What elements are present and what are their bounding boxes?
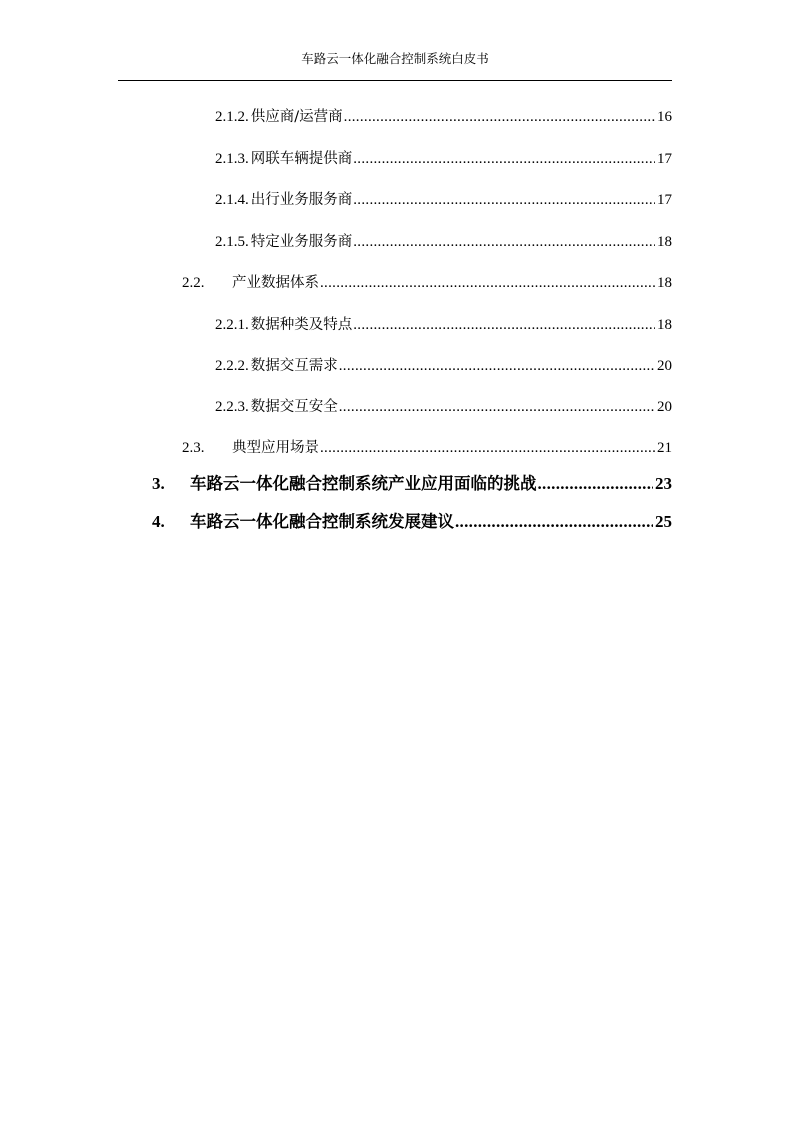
dot-leader bbox=[353, 189, 655, 211]
dot-leader bbox=[538, 471, 654, 497]
toc-entry-number: 4. bbox=[152, 512, 165, 531]
toc-entry-page: 18 bbox=[657, 275, 672, 291]
toc-entry-title: 产业数据体系 bbox=[232, 275, 319, 291]
toc-entry-page: 20 bbox=[657, 358, 672, 374]
dot-leader bbox=[455, 509, 653, 535]
toc-entry-page: 25 bbox=[655, 512, 672, 531]
toc-entry-number: 2.2.2. bbox=[215, 358, 249, 374]
toc-entry-2-1-3[interactable] bbox=[215, 148, 672, 170]
toc-entry-2-3[interactable] bbox=[182, 437, 672, 459]
toc-entry-page: 23 bbox=[655, 474, 672, 493]
toc-entry-title: 数据种类及特点 bbox=[250, 317, 353, 333]
toc-entry-page: 17 bbox=[657, 192, 672, 208]
toc-entry-number: 3. bbox=[152, 474, 165, 493]
toc-entry-title: 供应商/运营商 bbox=[250, 109, 343, 125]
toc-entry-title: 特定业务服务商 bbox=[250, 234, 353, 250]
dot-leader bbox=[320, 272, 655, 294]
dot-leader bbox=[344, 106, 655, 128]
toc-entry-page: 16 bbox=[657, 109, 672, 125]
toc-entry-number: 2.1.4. bbox=[215, 192, 249, 208]
toc-entry-2-2-1[interactable] bbox=[215, 314, 672, 336]
toc-entry-title: 典型应用场景 bbox=[232, 440, 319, 456]
toc-entry-2-2-2[interactable] bbox=[215, 355, 672, 377]
dot-leader bbox=[353, 231, 655, 253]
toc-entry-page: 18 bbox=[657, 317, 672, 333]
toc-entry-2-2-3[interactable] bbox=[215, 396, 672, 418]
toc-entry-number: 2.2.3. bbox=[215, 399, 249, 415]
toc-entry-2-1-2[interactable] bbox=[215, 106, 672, 128]
toc-entry-page: 21 bbox=[657, 440, 672, 456]
dot-leader bbox=[320, 437, 655, 459]
dot-leader bbox=[353, 314, 655, 336]
toc-entry-3[interactable] bbox=[152, 471, 672, 497]
toc-entry-number: 2.3. bbox=[182, 440, 205, 456]
toc-entry-2-2[interactable] bbox=[182, 272, 672, 294]
toc-entry-page: 20 bbox=[657, 399, 672, 415]
toc-entry-number: 2.2.1. bbox=[215, 317, 249, 333]
toc-entry-title: 车路云一体化融合控制系统产业应用面临的挑战 bbox=[190, 474, 537, 493]
toc-entry-number: 2.1.3. bbox=[215, 151, 249, 167]
toc-entry-title: 数据交互需求 bbox=[250, 358, 338, 374]
toc-entry-2-1-5[interactable] bbox=[215, 231, 672, 253]
running-header: 车路云一体化融合控制系统白皮书 bbox=[301, 51, 489, 66]
toc-entry-4[interactable] bbox=[152, 509, 672, 535]
dot-leader bbox=[353, 148, 655, 170]
toc-entry-2-1-4[interactable] bbox=[215, 189, 672, 211]
toc-entry-title: 网联车辆提供商 bbox=[250, 151, 353, 167]
dot-leader bbox=[339, 396, 655, 418]
toc-entry-number: 2.1.2. bbox=[215, 109, 249, 125]
toc-entry-page: 17 bbox=[657, 151, 672, 167]
toc-entry-title: 车路云一体化融合控制系统发展建议 bbox=[190, 512, 454, 531]
toc-entry-page: 18 bbox=[657, 234, 672, 250]
toc-entry-number: 2.1.5. bbox=[215, 234, 249, 250]
toc-entry-title: 数据交互安全 bbox=[250, 399, 338, 415]
toc-entry-number: 2.2. bbox=[182, 275, 205, 291]
dot-leader bbox=[339, 355, 655, 377]
toc-entry-title: 出行业务服务商 bbox=[250, 192, 353, 208]
